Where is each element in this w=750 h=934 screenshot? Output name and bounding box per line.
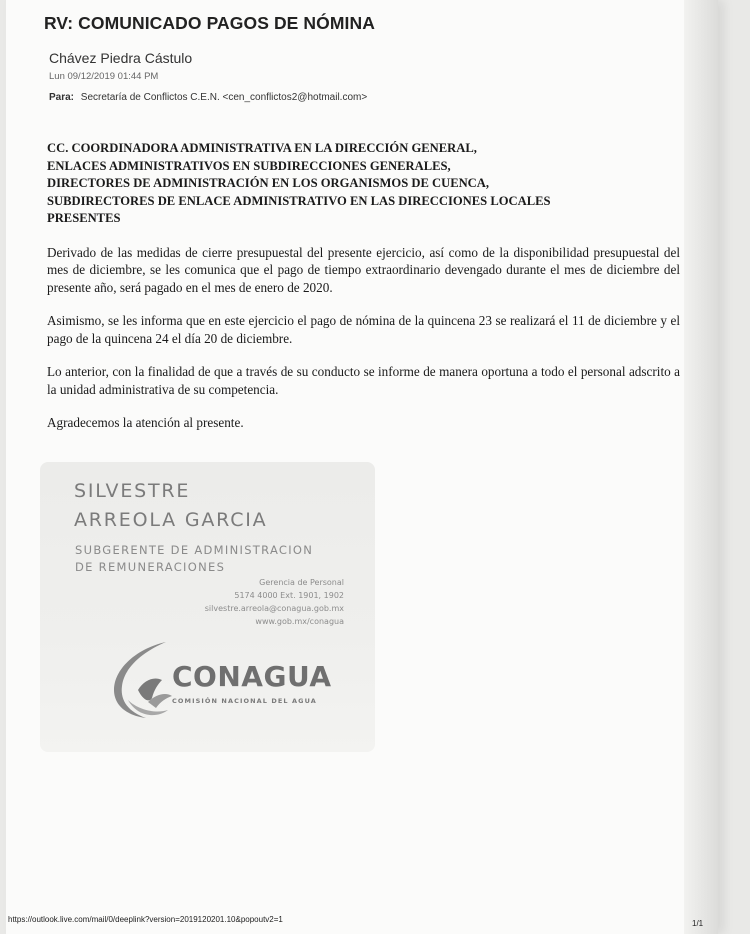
closing-paragraph: Agradecemos la atención al presente. [47, 415, 244, 430]
page-edge-shadow [684, 0, 718, 934]
paragraph: Lo anterior, con la finalidad de que a través de su conducto se informe de manera oportuna a todo el personal adscrito a la unidad administrativa de su competencia. [47, 364, 680, 397]
signature-phone: 5174 4000 Ext. 1901, 1902 [234, 591, 344, 600]
addressee-block [47, 140, 680, 228]
paragraph: Derivado de las medidas de cierre presupuestal del presente ejercicio, así como de la disponibilidad presupuestal del mes de diciembre, se les comunica que el pago de tiempo extraordinario devengado durante el mes de diciembre del presente año, será pagado en el mes de enero de 2020. [47, 244, 680, 295]
logo-wordmark: CONAGUA [172, 660, 332, 693]
signature-first-name: SILVESTRE [74, 480, 191, 502]
paragraph: Asimismo, se les informa que en este ejercicio el pago de nómina de la quincena 23 se realizará el 11 de diciembre y el pago de la quincena 24 el día 20 de diciembre. [47, 313, 680, 346]
email-sender: Chávez Piedra Cástulo [49, 50, 193, 66]
email-subject: RV: COMUNICADO PAGOS DE NÓMINA [44, 13, 375, 33]
email-datetime: Lun 09/12/2019 01:44 PM [49, 71, 159, 82]
addressee-line: DIRECTORES DE ADMINISTRACIÓN EN LOS ORGANISMOS DE CUENCA, [47, 176, 490, 190]
page-number: 1/1 [692, 919, 704, 928]
footer-url: https://outlook.live.com/mail/0/deeplink?version=2019120201.10&popoutv2=1 [8, 915, 283, 924]
letter-body [47, 140, 680, 448]
to-label: Para: [49, 92, 75, 103]
signature-department: Gerencia de Personal [259, 578, 344, 587]
signature-title-line1: SUBGERENTE DE ADMINISTRACION [75, 543, 314, 557]
addressee-line: ENLACES ADMINISTRATIVOS EN SUBDIRECCIONES GENERALES, [47, 158, 451, 173]
addressee-line: PRESENTES [47, 211, 121, 225]
addressee-line: SUBDIRECTORES DE ENLACE ADMINISTRATIVO EN LAS DIRECCIONES LOCALES [47, 193, 551, 208]
signature-website: www.gob.mx/conagua [255, 617, 344, 626]
to-value: Secretaría de Conflictos C.E.N. <cen_conflictos2@hotmail.com> [80, 92, 368, 103]
logo-subtitle: COMISIÓN NACIONAL DEL AGUA [172, 697, 317, 705]
signature-title-line2: DE REMUNERACIONES [75, 560, 226, 574]
addressee-line: CC. COORDINADORA ADMINISTRATIVA EN LA DIRECCIÓN GENERAL, [47, 141, 477, 155]
signature-email: silvestre.arreola@conagua.gob.mx [204, 604, 344, 613]
signature-last-name: ARREOLA GARCIA [74, 509, 268, 531]
email-recipient [49, 92, 367, 103]
